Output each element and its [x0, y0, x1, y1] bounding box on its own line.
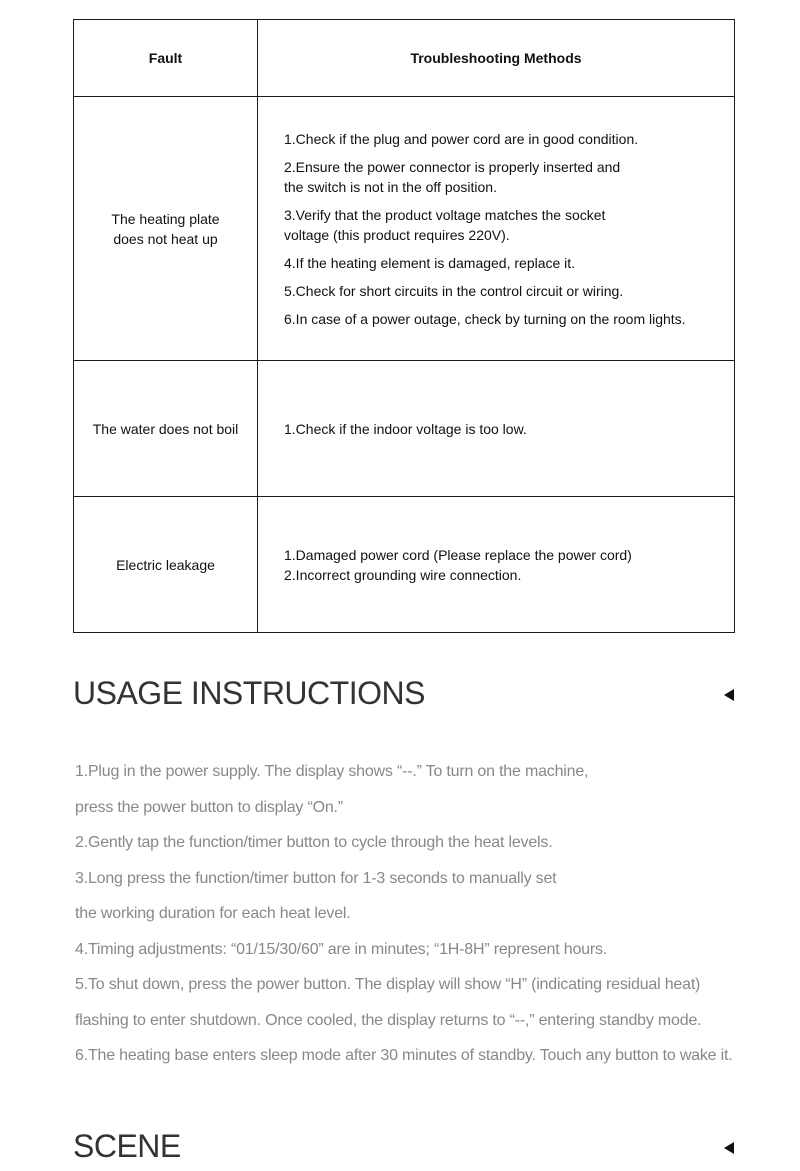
- method-item: 1.Check if the indoor voltage is too low.: [284, 420, 527, 437]
- fault-cell: [74, 361, 258, 497]
- fault-label: Electric leakage: [116, 556, 215, 573]
- caret-left-icon: [724, 689, 734, 701]
- usage-line: 4.Timing adjustments: “01/15/30/60” are in minutes; “1H-8H” represent hours.: [75, 940, 608, 958]
- usage-line: 1.Plug in the power supply. The display shows “--.” To turn on the machine,: [75, 763, 589, 780]
- method-item: 4.If the heating element is damaged, replace it.: [284, 254, 576, 271]
- scene-title: SCENE: [73, 1128, 181, 1164]
- usage-line: 3.Long press the function/timer button for 1-3 seconds to manually set: [75, 869, 557, 887]
- troubleshooting-table: [73, 19, 735, 633]
- fault-label: The water does not boil: [92, 420, 239, 437]
- usage-line: 6.The heating base enters sleep mode after 30 minutes of standby. Touch any button to wake it.: [75, 1047, 733, 1064]
- fault-label: The heating plate does not heat up: [111, 210, 220, 247]
- methods-cell: [258, 97, 735, 361]
- methods-list: [284, 129, 714, 329]
- methods-list: [284, 419, 714, 439]
- method-item: 2.Incorrect grounding wire connection.: [284, 566, 522, 583]
- usage-instructions-title: USAGE INSTRUCTIONS: [73, 675, 425, 711]
- usage-line: flashing to enter shutdown. Once cooled, the display returns to “--,” entering standby mode.: [75, 1011, 702, 1029]
- methods-cell: [258, 497, 735, 633]
- usage-instructions-list: [75, 760, 795, 1080]
- table-row: [74, 497, 735, 633]
- usage-line: 5.To shut down, press the power button. The display will show “H” (indicating residual heat): [75, 976, 701, 993]
- fault-cell: [74, 497, 258, 633]
- table-row: [74, 361, 735, 497]
- methods-list: [284, 545, 714, 585]
- usage-line: press the power button to display “On.”: [75, 798, 343, 816]
- fault-cell: [74, 97, 258, 361]
- table-header-row: [74, 20, 735, 97]
- usage-line: the working duration for each heat level.: [75, 905, 351, 922]
- method-item: 3.Verify that the product voltage matches the socket voltage (this product requires 220V).: [284, 206, 606, 243]
- usage-line: 2.Gently tap the function/timer button to cycle through the heat levels.: [75, 834, 553, 851]
- caret-left-icon: [724, 1142, 734, 1154]
- methods-column-header: Troubleshooting Methods: [258, 20, 735, 97]
- table-row: [74, 97, 735, 361]
- method-item: 2.Ensure the power connector is properly inserted and the switch is not in the off position.: [284, 158, 621, 195]
- method-item: 6.In case of a power outage, check by turning on the room lights.: [284, 310, 686, 327]
- methods-cell: [258, 361, 735, 497]
- method-item: 5.Check for short circuits in the control circuit or wiring.: [284, 282, 624, 299]
- fault-column-header: Fault: [74, 20, 258, 97]
- method-item: 1.Damaged power cord (Please replace the power cord): [284, 546, 632, 563]
- method-item: 1.Check if the plug and power cord are in good condition.: [284, 130, 639, 147]
